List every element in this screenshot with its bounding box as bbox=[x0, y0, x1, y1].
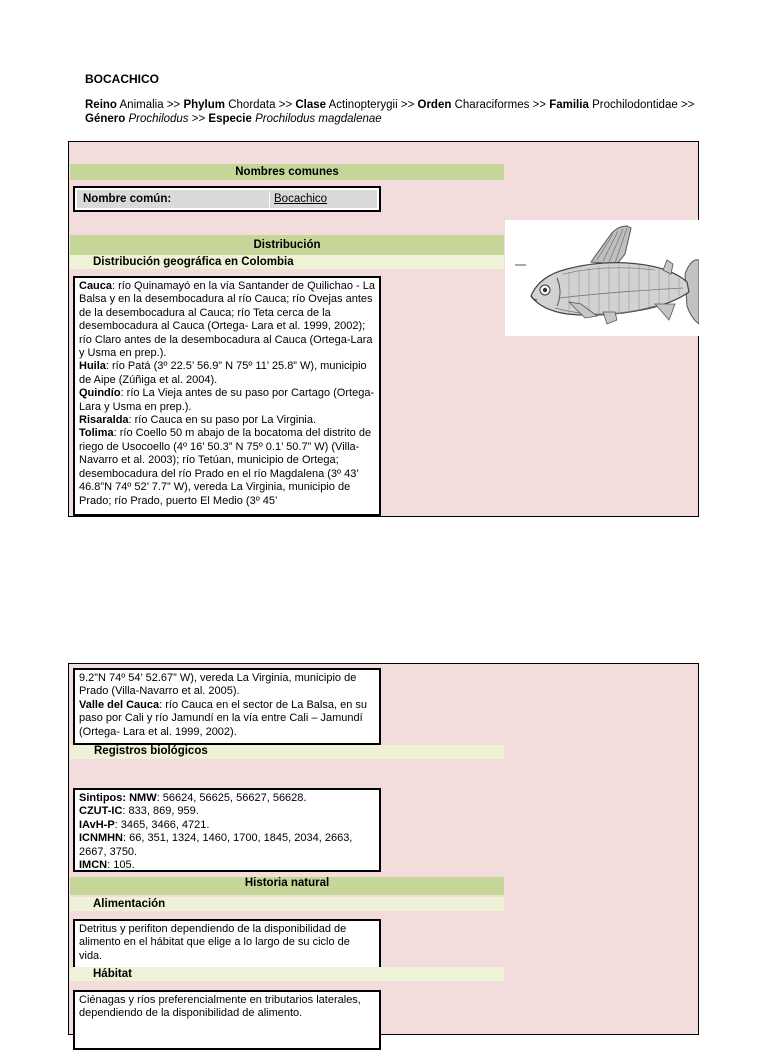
department-localities: : río La Vieja antes de su paso por Cartago (Ortega-Lara y Usma en prep.). bbox=[79, 387, 375, 413]
feeding-text: Detritus y perifiton dependiendo de la disponibilidad de alimento en el hábitat que elige a lo largo de su ciclo de vida. bbox=[79, 923, 350, 962]
collection-code: IMCN bbox=[79, 859, 108, 872]
department-localities: : río Cauca en su paso por La Virginia. bbox=[128, 414, 317, 427]
habitat-subheader: Hábitat bbox=[70, 967, 504, 981]
especie-value: Prochilodus magdalenae bbox=[255, 112, 382, 125]
common-name-label: Nombre común: bbox=[83, 193, 172, 205]
orden-value: Characiformes bbox=[454, 99, 530, 111]
page-title: BOCACHICO bbox=[85, 72, 159, 86]
catalog-numbers: : 105. bbox=[107, 859, 135, 872]
department-localities: : río Quinamayó en la vía Santander de Quilichao - La Balsa y en la desembocadura al río Cauca; río Ovejas antes de la desembocadura al Cauca; río Teta cerca de la desembocadura al Cauca (Ortega- Lara et al. 1999, 2002); río Claro antes de la desembocadura al Cauca (Ortega-Lara y Usma en prep.). bbox=[79, 280, 375, 360]
catalog-numbers: : 833, 869, 959. bbox=[122, 805, 199, 818]
biological-records-box bbox=[73, 788, 381, 872]
department-localities: : río Cauca en el sector de La Balsa, en su paso por Cali y río Jamundí en la vía entre Cali – Jamundí (Ortega- Lara et al. 1999, 2002). bbox=[79, 698, 368, 738]
separator: >> bbox=[680, 99, 695, 111]
clase-value: Actinopterygii bbox=[328, 99, 398, 111]
genero-value: Prochilodus bbox=[128, 112, 189, 125]
cell-divider bbox=[269, 191, 270, 207]
species-info-panel-1 bbox=[68, 141, 699, 517]
feeding-subheader: Alimentación bbox=[70, 897, 504, 911]
especie-label: Especie bbox=[208, 112, 252, 125]
reino-value: Animalia bbox=[119, 99, 164, 111]
department-localities: : río Coello 50 m abajo de la bocatoma del distrito de riego de Usocoello (4º 16’ 50.3” N 75º 0.1’ 50.7” W) (Villa-Navarro et al. 2003); río Tetúan, municipio de Ortega; desembocadura del río Prado en el río Magdalena (3º 43’ 46.8”N 74º 52’ 7.7” W), vereda La Virginia, municipio de Prado; río Prado, puerto El Medio (3º 45’ bbox=[79, 427, 372, 507]
fish-illustration-icon bbox=[505, 220, 699, 336]
department-name: Risaralda bbox=[79, 414, 129, 427]
department-name: Tolima bbox=[79, 427, 114, 440]
fish-illustration bbox=[505, 220, 699, 336]
catalog-numbers: : 56624, 56625, 56627, 56628. bbox=[156, 792, 307, 804]
genero-label: Género bbox=[85, 112, 126, 125]
department-name: Huila bbox=[79, 360, 106, 373]
distribution-continued-text: 9.2”N 74º 54’ 52.67” W), vereda La Virginia, municipio de Prado (Villa-Navarro et al. 2005). bbox=[79, 672, 357, 698]
biological-records-header: Registros biológicos bbox=[70, 745, 504, 759]
familia-label: Familia bbox=[549, 99, 589, 111]
distribution-text-box bbox=[73, 276, 381, 516]
habitat-text-box bbox=[73, 990, 381, 1050]
separator: >> bbox=[532, 99, 547, 111]
catalog-numbers: : 66, 351, 1324, 1460, 1700, 1845, 2034, 2663, 2667, 3750. bbox=[79, 832, 353, 858]
department-name: Quindío bbox=[79, 387, 121, 400]
department-localities: : río Patá (3º 22.5’ 56.9” N 75º 11’ 25.8” W), municipio de Aipe (Zúñiga et al. 2004). bbox=[79, 360, 367, 386]
distribution-colombia-subheader: Distribución geográfica en Colombia bbox=[70, 255, 504, 269]
feeding-text-box bbox=[73, 919, 381, 969]
common-names-header: Nombres comunes bbox=[70, 164, 504, 180]
common-name-row bbox=[77, 190, 377, 208]
department-name: Cauca bbox=[79, 280, 113, 292]
phylum-value: Chordata bbox=[228, 99, 276, 111]
habitat-text: Ciénagas y ríos preferencialmente en tributarios laterales, dependiendo de la disponibilidad de alimento. bbox=[79, 994, 361, 1020]
phylum-label: Phylum bbox=[183, 99, 226, 111]
clase-label: Clase bbox=[295, 99, 327, 111]
separator: >> bbox=[278, 99, 293, 111]
separator: >> bbox=[400, 99, 415, 111]
separator: >> bbox=[166, 99, 181, 111]
familia-value: Prochilodontidae bbox=[592, 99, 678, 111]
common-name-box bbox=[73, 186, 381, 212]
orden-label: Orden bbox=[417, 99, 452, 111]
collection-code: CZUT-IC bbox=[79, 805, 123, 818]
distribution-text-box-continued bbox=[73, 668, 381, 745]
taxonomy-line bbox=[85, 99, 705, 126]
separator: >> bbox=[191, 112, 206, 125]
common-name-link[interactable]: Bocachico bbox=[274, 193, 328, 205]
collection-code: Sintipos: NMW bbox=[79, 792, 157, 804]
collection-code: IAvH-P bbox=[79, 818, 115, 831]
department-name: Valle del Cauca bbox=[79, 698, 160, 711]
catalog-numbers: : 3465, 3466, 4721. bbox=[114, 818, 210, 831]
collection-code: ICNMHN bbox=[79, 832, 123, 845]
natural-history-header: Historia natural bbox=[70, 877, 504, 895]
distribution-header: Distribución bbox=[70, 235, 504, 255]
reino-label: Reino bbox=[85, 99, 117, 111]
species-info-panel-2 bbox=[68, 663, 699, 1035]
